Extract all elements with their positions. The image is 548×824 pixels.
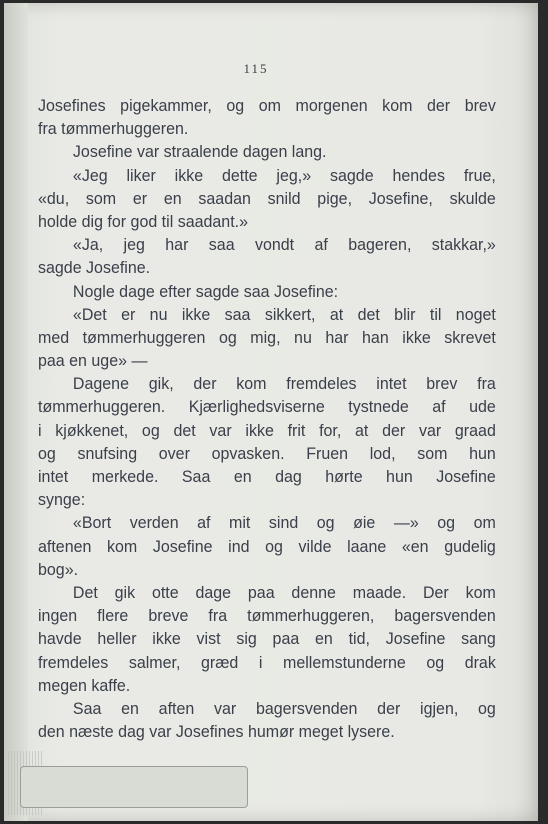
text-line: og snufsing over opvasken. Fruen lod, som hun [38, 444, 496, 463]
text-line: med tømmerhuggeren og mig, nu har han ikke skrevet [38, 328, 496, 347]
text-line: intet merkede. Saa en dag hørte hun Josefine [38, 468, 496, 486]
text-line: Josefines pigekammer, og om morgenen kom der brev [38, 97, 496, 115]
text-line: megen kaffe. [38, 676, 131, 695]
text-line: holde dig for god til saadant.» [38, 212, 249, 231]
text-line: Saa en aften var bagersvenden der igjen, og [72, 699, 496, 718]
body-text [38, 95, 496, 744]
text-line: den næste dag var Josefines humør meget lysere. [38, 723, 395, 742]
text-line: aftenen kom Josefine ind og vilde laane «en gudelig [38, 537, 496, 556]
text-line: sagde Josefine. [38, 259, 151, 278]
text-line: Det gik otte dage paa denne maade. Der kom [72, 583, 496, 602]
text-line: bog». [38, 560, 79, 579]
page-gutter [4, 3, 28, 821]
text-line: fra tømmerhuggeren. [38, 120, 189, 139]
text-line: «Ja, jeg har saa vondt af bageren, stakkar,» [72, 236, 496, 255]
book-page [4, 3, 538, 821]
text-line: Dagene gik, der kom fremdeles intet brev fra [72, 375, 496, 394]
text-line: «Bort verden af mit sind og øie —» og om [72, 514, 496, 533]
text-line: tømmerhuggeren. Kjærlighedsviserne tystnede af ude [38, 398, 496, 417]
text-line: «Jeg liker ikke dette jeg,» sagde hendes frue, [72, 166, 496, 185]
text-line: i kjøkkenet, og det var ikke frit for, at der var graad [38, 421, 496, 440]
text-line: fremdeles salmer, græd i mellemstunderne og drak [38, 653, 496, 672]
page-number: 115 [243, 61, 269, 76]
text-line: ingen flere breve fra tømmerhuggeren, bagersvenden [38, 607, 496, 626]
text-line: «du, som er en saadan snild pige, Josefine, skulde [38, 189, 496, 208]
text-line: «Det er nu ikke saa sikkert, at det blir til noget [72, 305, 496, 324]
text-line: synge: [38, 491, 86, 510]
library-label-box [20, 766, 248, 808]
text-line: havde heller ikke vist sig paa en tid, Josefine sang [38, 630, 496, 649]
text-line: Nogle dage efter sagde saa Josefine: [72, 282, 339, 301]
text-line: Josefine var straalende dagen lang. [72, 143, 327, 162]
text-line: paa en uge» — [38, 352, 148, 371]
